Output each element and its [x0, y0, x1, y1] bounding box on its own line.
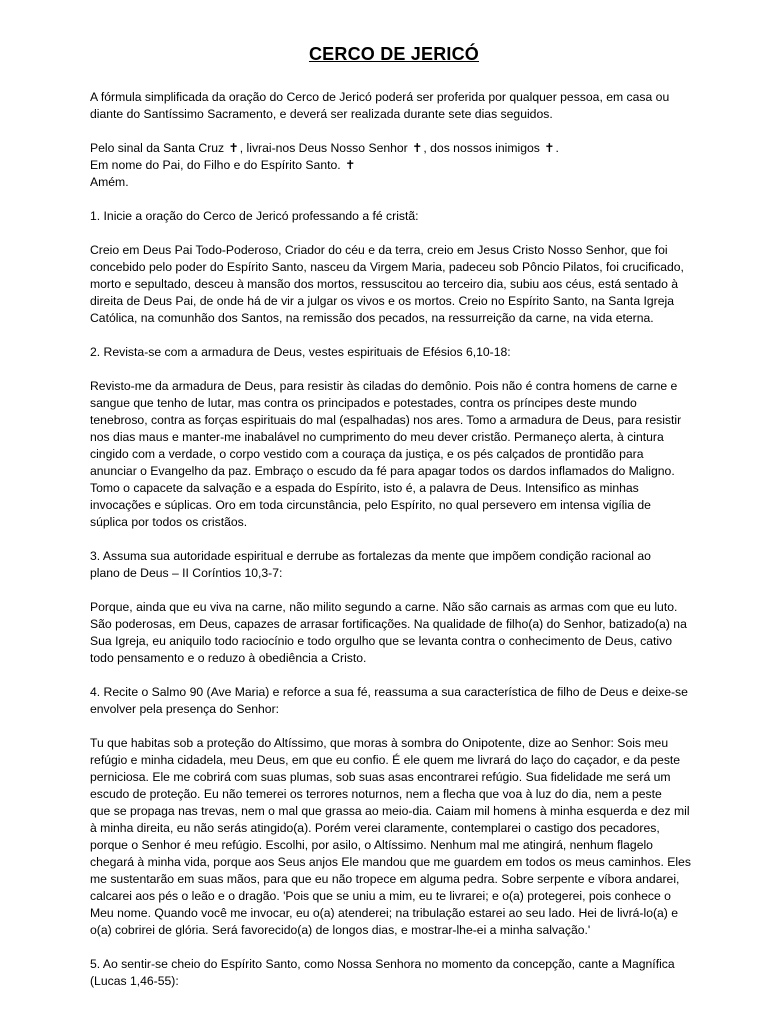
armor-line: Tomo o capacete da salvação e a espada do Espírito, isto é, a palavra de Deus. Intensifico as minhas: [90, 481, 639, 495]
psalm-line: chegará à minha vida, porque aos Seus anjos Ele mandou que me guardem em todos os meus caminhos. Eles: [90, 855, 691, 869]
cross-icon: ✝: [228, 141, 239, 155]
armor-line: cingido com a verdade, o corpo vestido com a couraça da justiça, e os pés calçados de prontidão para: [90, 447, 644, 461]
cross-icon: ✝: [412, 141, 423, 155]
psalm-line: perniciosa. Ele me cobrirá com suas plumas, sob suas asas encontrarei refúgio. Sua fidelidade me será um: [90, 770, 671, 784]
armor-line: nos dias maus e manter-me inabalável no cumprimento do meu dever cristão. Permaneço alerta, à cintura: [90, 430, 664, 444]
psalm-line: porque o Senhor é meu refúgio. Escolhi, por asilo, o Altíssimo. Nenhum mal me atingirá, nenhum flagelo: [90, 838, 653, 852]
authority-line: todo pensamento e o reduzo à obediência a Cristo.: [90, 651, 367, 665]
step-1-heading: [90, 208, 698, 225]
authority-line: Porque, ainda que eu viva na carne, não milito segundo a carne. Não são carnais as armas com que eu luto.: [90, 600, 678, 614]
amen-line: Amém.: [90, 175, 129, 189]
psalm-line: o(a) cobrirei de glória. Será favorecido(a) de longos dias, e mostrar-lhe-ei a minha salvação.': [90, 923, 591, 937]
creed-line: direita de Deus Pai, de onde há de vir a julgar os vivos e os mortos. Creio no Espírito Santo, na Santa Igreja: [90, 294, 674, 308]
heading-line: 3. Assuma sua autoridade espiritual e derrube as fortalezas da mente que impõem condição racional ao: [90, 549, 651, 563]
sign-of-cross-paragraph: [90, 140, 698, 191]
heading-line: 1. Inicie a oração do Cerco de Jericó professando a fé cristã:: [90, 209, 419, 223]
armor-line: sangue que tenho de lutar, mas contra os principados e potestades, contra os príncipes deste mundo: [90, 396, 637, 410]
intro-line: diante do Santíssimo Sacramento, e deverá ser realizada durante sete dias seguidos.: [90, 107, 553, 121]
intro-line: A fórmula simplificada da oração do Cerco de Jericó poderá ser proferida por qualquer pessoa, em casa ou: [90, 90, 670, 104]
step-3-heading: [90, 548, 698, 582]
psalm-paragraph: [90, 735, 698, 939]
heading-line: 4. Recite o Salmo 90 (Ave Maria) e reforce a sua fé, reassuma a sua característica de filho de Deus e deixe-se: [90, 685, 688, 699]
armor-line: invocações e súplicas. Oro em toda circunstância, pelo Espírito, no qual persevero em intensa vigília de: [90, 498, 651, 512]
psalm-line: refúgio e minha cidadela, meu Deus, em que eu confio. É ele quem me livrará do laço do caçador, e da peste: [90, 753, 681, 767]
sign-of-cross-line-1: [90, 140, 698, 157]
sign-text: .: [555, 141, 559, 155]
creed-paragraph: [90, 242, 698, 327]
step-2-heading: [90, 344, 698, 361]
creed-line: Creio em Deus Pai Todo-Poderoso, Criador do céu e da terra, creio em Jesus Cristo Nosso Senhor, que foi: [90, 243, 668, 257]
authority-paragraph: [90, 599, 698, 667]
sign-text: Pelo sinal da Santa Cruz: [90, 141, 225, 155]
creed-line: concebido pelo poder do Espírito Santo, nasceu da Virgem Maria, padeceu sob Pôncio Pilatos, foi crucificado,: [90, 260, 684, 274]
heading-line: envolver pela presença do Senhor:: [90, 702, 280, 716]
heading-line: (Lucas 1,46-55):: [90, 974, 179, 988]
armor-line: tenebroso, contra as forças espirituais do mal (espalhadas) nos ares. Tomo a armadura de Deus, para resistir: [90, 413, 682, 427]
sign-text: Em nome do Pai, do Filho e do Espírito Santo.: [90, 158, 341, 172]
psalm-line: calcarei aos pés o leão e o dragão. 'Pois que se uniu a mim, eu te livrarei; e o(a) protegerei, pois conhece o: [90, 889, 671, 903]
intro-paragraph: [90, 89, 698, 123]
sign-text: , livrai-nos Deus Nosso Senhor: [239, 141, 408, 155]
document-title: CERCO DE JERICÓ: [308, 44, 480, 64]
armor-line: súplica por todos os cristãos.: [90, 515, 248, 529]
psalm-line: escudo de proteção. Eu não temerei os terrores noturnos, nem a flecha que voa à luz do dia, nem a peste: [90, 787, 662, 801]
armor-line: anunciar o Evangelho da paz. Embraço o escudo da fé para apagar todos os dardos inflamados do Maligno.: [90, 464, 675, 478]
psalm-line: me sustentarão em suas mãos, para que eu não tropece em alguma pedra. Sobre serpente e víbora andarei,: [90, 872, 680, 886]
step-4-heading: [90, 684, 698, 718]
sign-of-cross-line-2: [90, 157, 698, 174]
authority-line: São poderosas, em Deus, capazes de arrasar fortificações. Na qualidade de filho(a) do Senhor, batizado(a) na: [90, 617, 687, 631]
creed-line: Católica, na comunhão dos Santos, na remissão dos pecados, na ressurreição da carne, na vida eterna.: [90, 311, 654, 325]
psalm-line: à minha direita, eu não serás atingido(a). Porém verei claramente, contemplarei o castigo dos pecadores,: [90, 821, 660, 835]
armor-line: Revisto-me da armadura de Deus, para resistir às ciladas do demônio. Pois não é contra homens de carne e: [90, 379, 678, 393]
heading-line: 5. Ao sentir-se cheio do Espírito Santo, como Nossa Senhora no momento da concepção, cante a Magnífica: [90, 957, 675, 971]
step-5-heading: [90, 956, 698, 990]
creed-line: morto e sepultado, desceu à mansão dos mortos, ressuscitou ao terceiro dia, subiu aos céus, está sentado à: [90, 277, 679, 291]
sign-text: , dos nossos inimigos: [423, 141, 540, 155]
heading-line: 2. Revista-se com a armadura de Deus, vestes espirituais de Efésios 6,10-18:: [90, 345, 511, 359]
heading-line: plano de Deus – II Coríntios 10,3-7:: [90, 566, 283, 580]
psalm-line: que se propaga nas trevas, nem o mal que grassa ao meio-dia. Caiam mil homens à minha esquerda e dez mil: [90, 804, 690, 818]
armor-paragraph: [90, 378, 698, 531]
authority-line: Sua Igreja, eu aniquilo todo raciocínio e todo orgulho que se levanta contra o conhecimento de Deus, cativo: [90, 634, 672, 648]
psalm-line: Meu nome. Quando você me invocar, eu o(a) atenderei; na tribulação estarei ao seu lado. Hei de livrá-lo(a) e: [90, 906, 679, 920]
psalm-line: Tu que habitas sob a proteção do Altíssimo, que moras à sombra do Onipotente, dize ao Senhor: Sois meu: [90, 736, 669, 750]
cross-icon: ✝: [544, 141, 555, 155]
cross-icon: ✝: [345, 158, 356, 172]
